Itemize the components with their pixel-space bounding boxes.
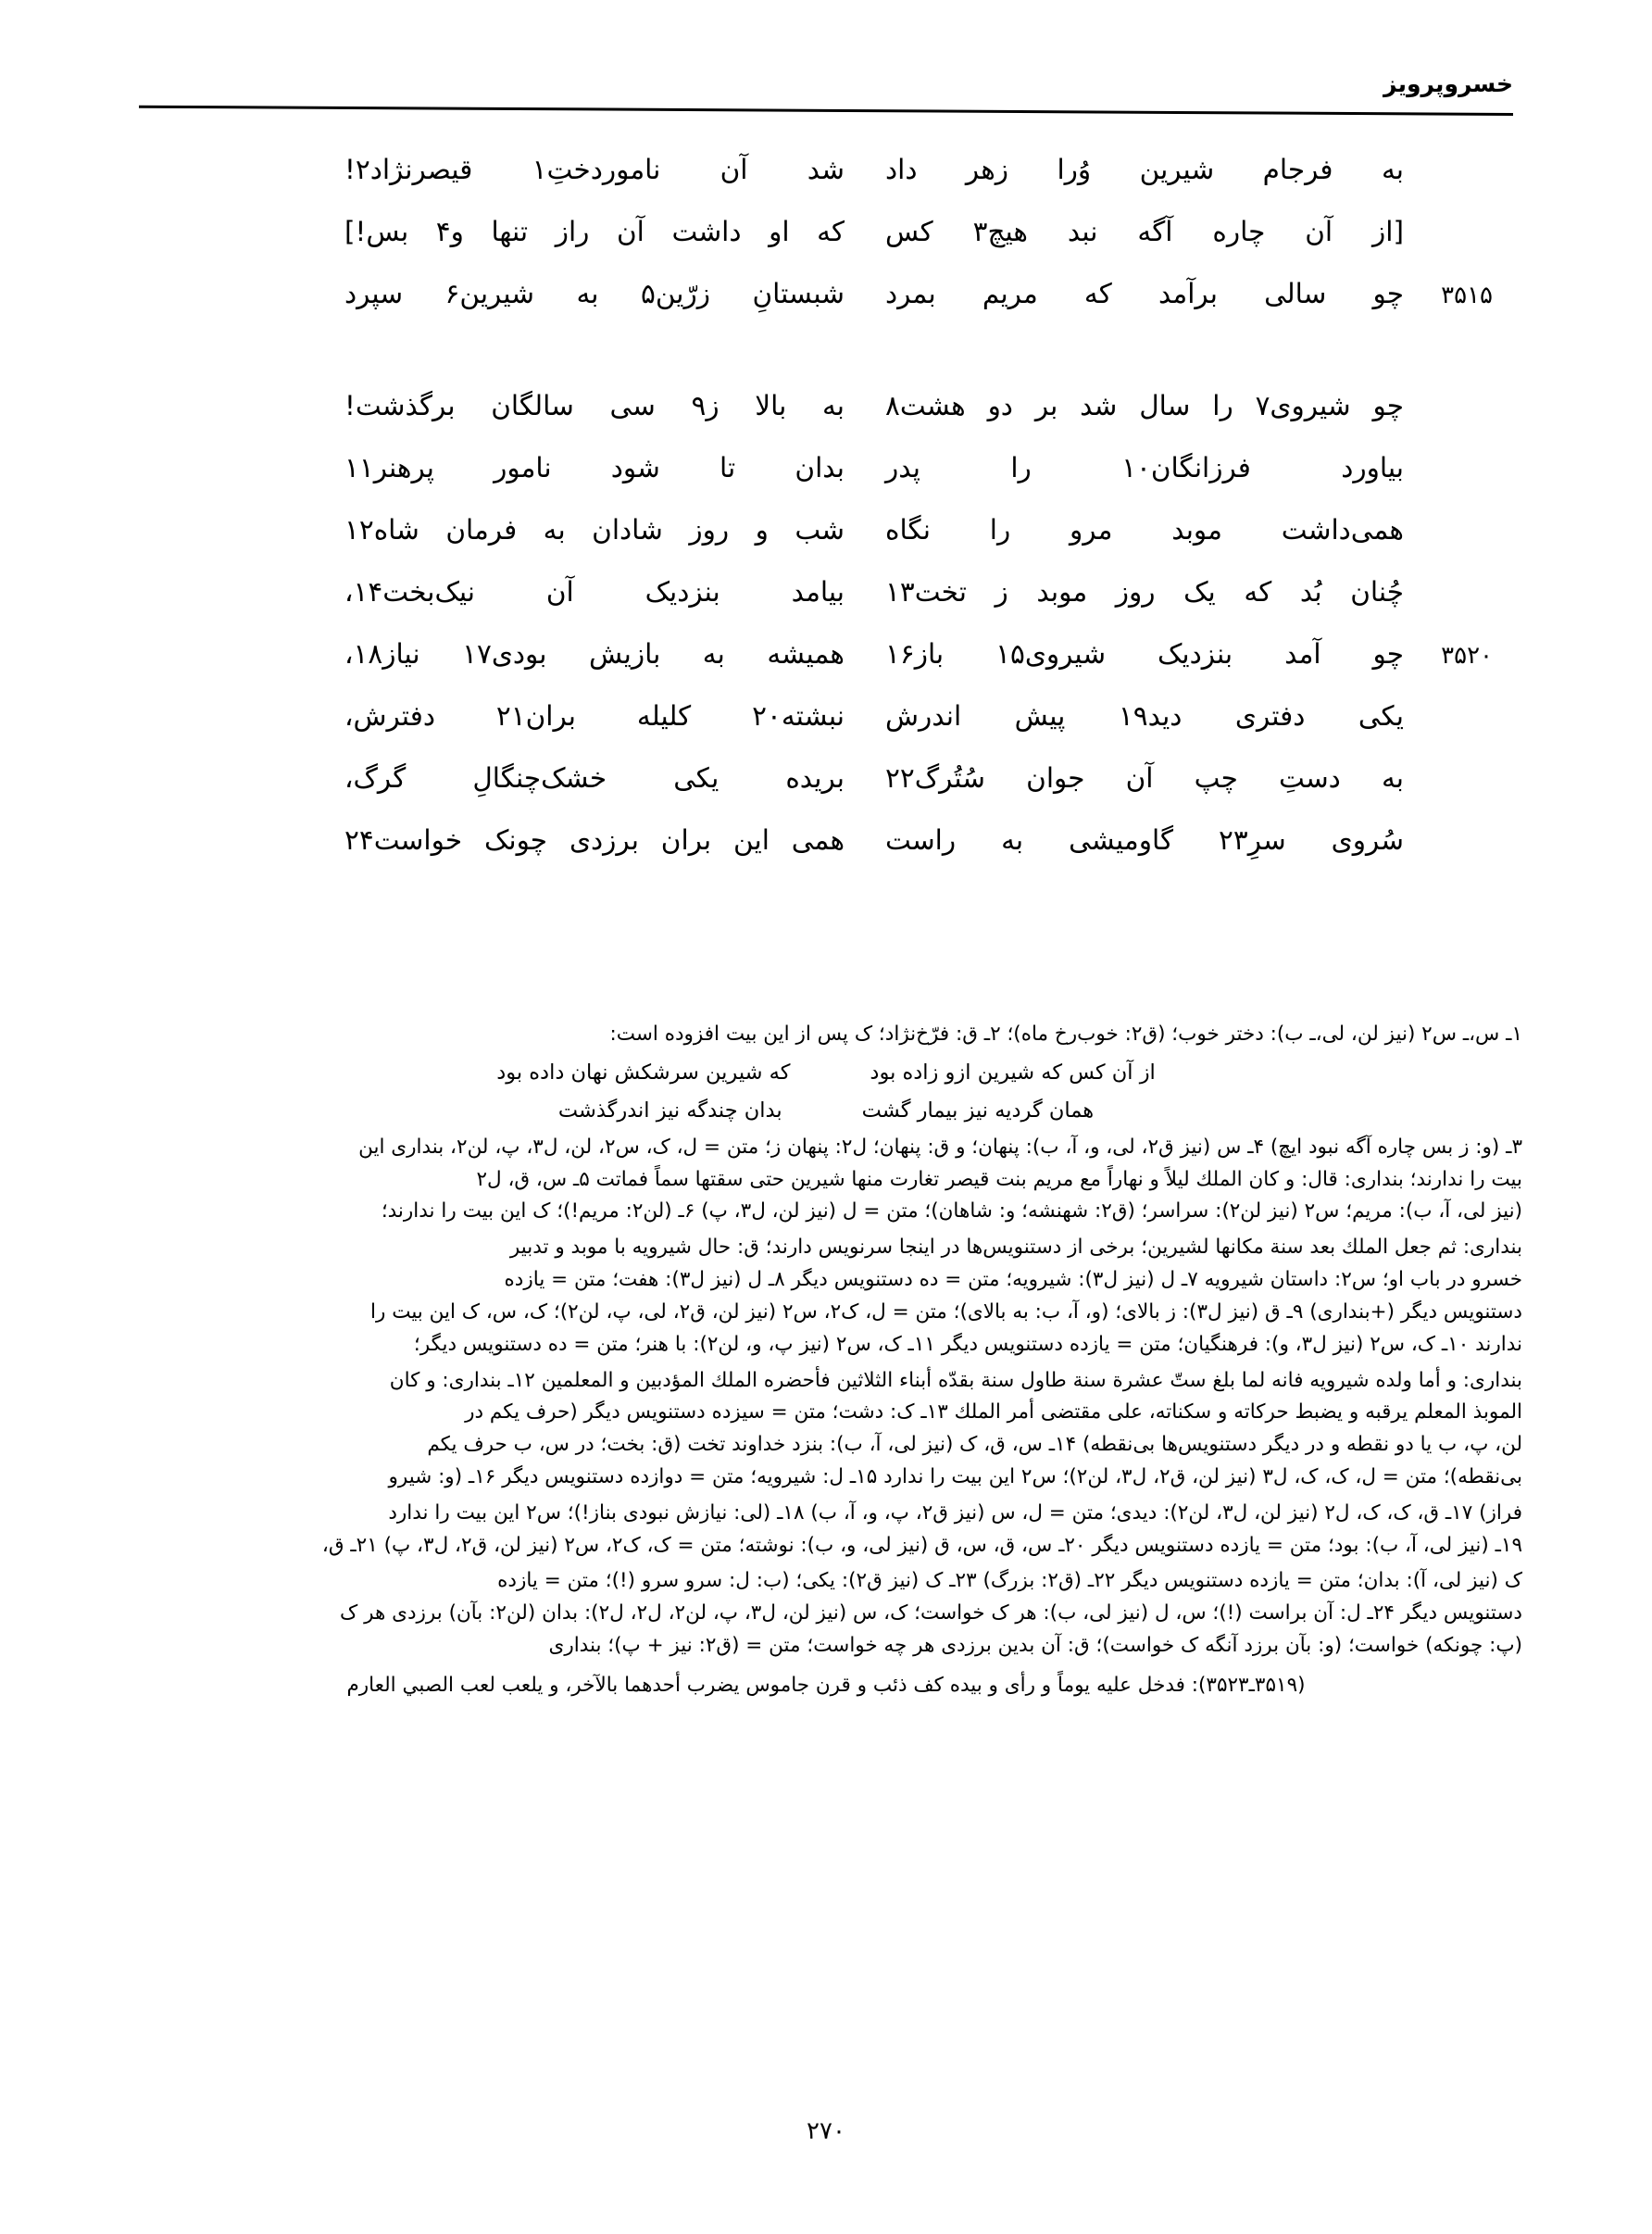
verse-number [1404,177,1493,179]
hemistich-b: شب و روز شادان به فرمان شاه۱۲ [344,514,845,546]
verse-line [159,392,1493,454]
verse-line [159,702,1493,764]
apparatus-line: ک (نیز لی، آ): بدان؛ متن = یازده دستنویس دیگر ۲۲ـ (ق۲: بزرگ) ۲۳ـ ک (نیز ق۲): یکی؛ (ب: ل: سرو سرو (!)؛ متن = یازده [497,1569,1522,1593]
hemistich-b: همی این بران برزدی چونک خواست۲۴ [344,824,845,856]
hemistich-b: که او داشت آن راز تنها و۴ بس!] [344,216,845,247]
added-hemistich-a: همان گردیه نیز بیمار گشت [861,1098,1095,1123]
verse-number [1404,537,1493,539]
apparatus-arabic-quotation: (۳۵۱۹ـ۳۵۲۳): فدخل عليه يوماً و رأى و بيده كف ذئب و قرن جاموس يضرب أحدهما بالآخر، و يلعب لعب الصبي العارم [346,1673,1306,1697]
hemistich-a: [از آن چاره آگه نبد هیچ۳ کس [885,216,1405,247]
hemistich-b: بدان تا شود نامور پرهنر۱۱ [344,452,845,483]
hemistich-b: بیامد بنزدیک آن نیک‌بخت۱۴، [344,576,845,608]
hemistich-a: بیاورد فرزانگان۱۰ را پدر [885,452,1404,483]
verse-line [159,280,1493,342]
apparatus-line: لن، پ، ب یا دو نقطه و در دیگر دستنویس‌ها بی‌نقطه) ۱۴ـ س، ق، ک (نیز لی، آ، ب): بنزد خداوند تخت (ق: بخت؛ در س، ب حرف یکم [427,1433,1522,1457]
apparatus-line: (نیز لی، آ، ب): مریم؛ س۲ (نیز لن۲): سراسر؛ (ق۲: شهنشه؛ و: شاهان)؛ متن = ل (نیز لن، ل۳، پ) ۶ـ (لن۲: مریم!)؛ ک این بیت را ندارند؛ [381,1199,1522,1224]
apparatus-line: بنداری: و أما ولده شيرويه فانه لما بلغ ستّ عشرة سنة طاول سنة بقدّه أبناء الثلاثين فأحضره الملك المؤدبین و المعلمین ۱۲ـ بنداری: و كان [389,1368,1522,1392]
apparatus-line: بیت را ندارند؛ بنداری: قال: و كان الملك ليلاً و نهاراً مع مريم بنت قيصر تغارت منها شيرين حتى سقتها سماً فماتت ۵ـ س، ق، ل۲ [476,1167,1522,1191]
verse-number [1404,847,1493,849]
apparatus-notes-22-24 [130,1565,1522,1662]
hemistich-a: همی‌داشت موبد مرو را نگاه [885,514,1404,546]
hemistich-b: به بالا ز۹ سی سالگان برگذشت! [344,390,845,421]
hemistich-b: نبشته۲۰ کلیله بران۲۱ دفترش، [344,700,845,732]
verse-area [159,156,1493,888]
hemistich-b: بریده یکی خشک‌چنگالِ گرگ، [344,762,845,794]
apparatus-line: دستنویس دیگر (+بنداری) ۹ـ ق (نیز ل۳): ز بالای؛ (و، آ، ب: به بالای)؛ متن = ل، ک۲، س۲ (نیز لن، ق۲، لی، پ، لن۲)؛ ک، س، ک این بیت را [370,1299,1522,1324]
page-number: ۲۷۰ [807,2117,845,2145]
hemistich-a: یکی دفتری دید۱۹ پیش اندرش [885,700,1405,732]
added-hemistich-b: بدان چندگه نیز اندرگذشت [557,1098,782,1123]
verse-line [159,218,1493,280]
hemistich-a: چو سالی برآمد که مریم بمرد [885,278,1404,309]
apparatus-line: بی‌نقطه)؛ متن = ل، ک، ک، ل۳ (نیز لن، ق۲، ل۳، لن۲)؛ س۲ این بیت را ندارد ۱۵ـ ل: شیرویه؛ متن = دوازده دستنویس دیگر ۱۶ـ (و: شیرو [388,1464,1522,1488]
apparatus-line: ندارند ۱۰ـ ک، س۲ (نیز ل۳، و): فرهنگیان؛ متن = یازده دستنویس دیگر ۱۱ـ ک، س۲ (نیز پ، و، لن۲): با هنر؛ متن = ده دستنویس دیگر؛ [413,1332,1522,1356]
apparatus-line: دستنویس دیگر ۲۴ـ ل: آن براست (!)؛ س، ل (نیز لی، ب): هر ک خواست؛ ک، س (نیز لن، ل۳، پ، لن۲، ل۲، ل۲): بدان (لن۲: بآن) برزدی هر ک [340,1601,1522,1625]
hemistich-a: چو آمد بنزدیک شیروی۱۵ باز۱۶ [885,638,1404,670]
apparatus-line: الموبذ المعلم يرقبه و يضبط حركاته و سكناته، على مقتضى أمر الملك ۱۳ـ ک: دشت؛ متن = سیزده دستنویس دیگر (حرف یکم در [465,1400,1522,1424]
apparatus-line: فراز) ۱۷ـ ق، ک، ک، ل۲ (نیز لن، ل۳، لن۲): دیدی؛ متن = ل، س (نیز ق۲، پ، و، آ، ب) ۱۸ـ (لی: نیازش نبودی بناز!)؛ س۲ این بیت را ندارد [388,1500,1522,1525]
hemistich-b: همیشه به بازیش بودی۱۷ نیاز۱۸، [344,638,845,670]
verse-line [159,516,1493,578]
apparatus-added-verse-1 [130,1056,1522,1089]
verse-number [1404,239,1493,241]
critical-apparatus [130,1019,1522,1702]
verse-number [1404,413,1493,415]
apparatus-added-verse-2 [130,1094,1522,1127]
verse-line [159,454,1493,516]
verse-line [159,156,1493,218]
verse-line [159,640,1493,702]
verse-number [1404,785,1493,787]
apparatus-notes-11-14 [130,1365,1522,1494]
apparatus-note-1-2: ۱ـ س،ـ س۲ (نیز لن، لی،ـ ب): دختر خوب؛ (ق۲: خوب‌رخ ماه)؛ ۲ـ ق: فرّخ‌نژاد؛ ک پس از این بیت افزوده است: [609,1023,1522,1046]
apparatus-notes-17-21 [130,1498,1522,1563]
apparatus-notes-3-5 [130,1132,1522,1228]
verse-line [159,578,1493,640]
hemistich-b: شبستانِ زرّین۵ به شیرین۶ سپرد [344,278,845,309]
apparatus-line: بنداری: ثم جعل الملك بعد سنة مكانها لشيرين؛ برخی از دستنویس‌ها در اینجا سرنویس دارند؛ ق: حال شیرویه با موبد و تدبیر [509,1236,1522,1260]
apparatus-line: خسرو در باب او؛ س۲: داستان شیرویه ۷ـ ل (نیز ل۳): شیرویه؛ متن = ده دستنویس دیگر ۸ـ ل (نیز ل۳): هفت؛ متن = یازده [504,1268,1522,1292]
hemistich-a: سُروی سرِ۲۳ گاومیشی به راست [885,824,1405,856]
verse-line [159,826,1493,888]
verse-line [159,764,1493,826]
hemistich-a: چو شیروی۷ را سال شد بر دو هشت۸ [885,390,1404,421]
verse-number: ۳۵۱۵ [1441,282,1493,309]
hemistich-b: شد آن ناموردختِ۱ قیصرنژاد۲! [344,154,845,185]
hemistich-a: به دستِ چپ آن جوان سُتُرگ۲۲ [885,762,1404,794]
running-head-zone [139,72,1513,137]
hemistich-a: چُنان بُد که یک روز موبد ز تخت۱۳ [885,576,1404,608]
verse-number [1404,599,1493,601]
verse-number [1404,475,1493,477]
apparatus-line: ۳ـ (و: ز بس چاره آگه نبود ایچ) ۴ـ س (نیز ق۲، لی، و، آ، ب): پنهان؛ و ق: پنهان؛ ل۲: پنهان ز؛ متن = ل، ک، س۲، لن، ل۳، پ، لن۲، بنداری این [358,1135,1522,1159]
apparatus-line: (پ: چونکه) خواست؛ (و: بآن برزد آنگه ک خواست)؛ ق: آن بدین برزدی هر چه خواست؛ متن = (ق۲: نیز + پ)؛ بنداری [548,1634,1522,1658]
added-hemistich-a: از آن کس که شیرین ازو زاده بود [870,1060,1156,1085]
hemistich-a: به فرجام شیرین وُرا زهر داد [885,154,1404,185]
apparatus-line: ۱۹ـ (نیز لی، آ، ب): بود؛ متن = یازده دستنویس دیگر ۲۰ـ س، ق، س، ق (نیز لی، و، ب): نوشته؛ متن = ک، ک۲، س۲ (نیز لن، ق۲، ل۳، پ) ۲۱ـ ق، [321,1533,1522,1557]
verse-number [1404,723,1493,725]
running-head-title: خسروپرویز [1383,70,1513,97]
header-rule [139,106,1513,116]
stanza-two [159,392,1493,888]
verse-number: ۳۵۲۰ [1441,642,1493,670]
stanza-one [159,156,1493,342]
added-hemistich-b: که شیرین سرشکش نهان داده بود [496,1060,791,1085]
apparatus-notes-7-10 [130,1232,1522,1361]
